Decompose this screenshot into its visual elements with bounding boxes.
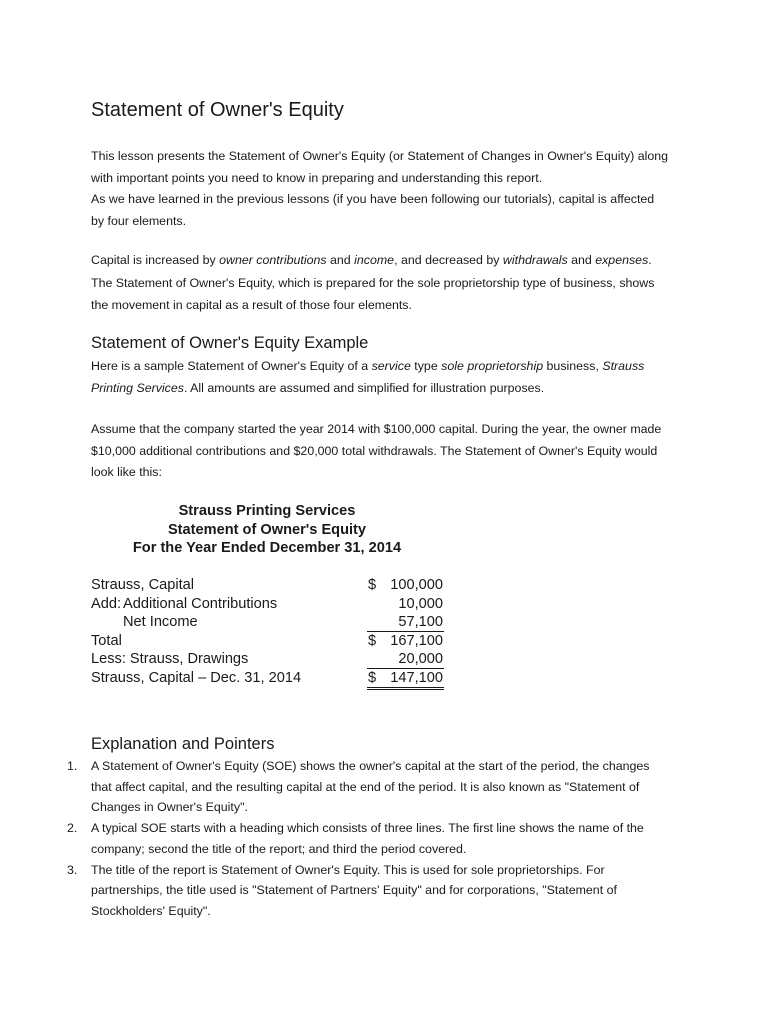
row-amount: 57,100 <box>398 614 443 630</box>
statement-row <box>91 613 447 632</box>
intro-line: with important points you need to know in preparing and understanding this report. <box>91 170 543 185</box>
list-number: 3. <box>67 862 78 877</box>
row-label: Total <box>91 632 122 649</box>
text-run: and <box>326 253 355 267</box>
statement-row <box>91 595 447 614</box>
row-amount-cell <box>367 650 444 669</box>
text-run: . All amounts are assumed and simplified for illustration purposes. <box>183 381 545 395</box>
list-item-line: The title of the report is Statement of Owner's Equity. This is used for sole proprietorships. For <box>91 862 605 877</box>
row-amount-cell <box>367 576 444 595</box>
list-item-line: Stockholders' Equity". <box>91 903 211 918</box>
currency-sign: $ <box>368 632 377 649</box>
statement-row <box>91 669 447 688</box>
assume-paragraph <box>91 419 691 484</box>
intro-line: This lesson presents the Statement of Owner's Equity (or Statement of Changes in Owner's Equity) along <box>91 149 669 163</box>
capital-paragraph <box>91 249 691 317</box>
emphasis-text: owner contributions <box>219 253 327 267</box>
row-label-prefix: Add: <box>91 595 122 612</box>
list-number: 2. <box>67 821 78 836</box>
statement-row <box>91 632 447 651</box>
emphasis-text: withdrawals <box>502 253 568 267</box>
intro-paragraph <box>91 146 691 232</box>
statement-row <box>91 576 447 595</box>
row-label: Strauss, Capital – Dec. 31, 2014 <box>91 669 302 686</box>
row-amount: 10,000 <box>398 595 443 612</box>
list-item-line: A Statement of Owner's Equity (SOE) shows the owner's capital at the start of the period, the changes <box>91 759 650 773</box>
text-run: , and decreased by <box>394 253 503 267</box>
assume-line: Assume that the company started the year 2014 with $100,000 capital. During the year, the owner made <box>91 422 662 436</box>
emphasis-text: Printing Services <box>91 381 184 395</box>
statement-period: For the Year Ended December 31, 2014 <box>132 540 402 556</box>
text-run: . <box>648 253 652 267</box>
example-heading: Statement of Owner's Equity Example <box>91 334 369 352</box>
text-run: and <box>567 253 596 267</box>
row-amount: 100,000 <box>390 577 443 593</box>
sample-line-2 <box>91 377 691 399</box>
page-title: Statement of Owner's Equity <box>91 99 344 121</box>
row-label: Additional Contributions <box>123 595 278 612</box>
currency-sign: $ <box>368 669 377 686</box>
row-amount: 20,000 <box>398 651 443 667</box>
statement-table <box>91 576 447 687</box>
row-label: Strauss, Capital <box>91 577 195 593</box>
statement-company-name: Strauss Printing Services <box>178 503 356 519</box>
emphasis-text: Strauss <box>602 359 645 373</box>
statement-heading <box>100 502 434 558</box>
list-item-line: that affect capital, and the resulting capital at the end of the period. It is also known as "Statement of <box>91 779 640 794</box>
list-item-line: company; second the title of the report; and third the period covered. <box>91 841 467 856</box>
statement-row <box>91 650 447 669</box>
text-run: Capital is increased by <box>91 253 220 267</box>
capital-line-3: the movement in capital as a result of those four elements. <box>91 298 412 312</box>
row-amount: 167,100 <box>390 632 443 649</box>
row-amount-cell <box>367 595 444 614</box>
row-label: Net Income <box>123 614 198 630</box>
list-item-line: partnerships, the title used is "Statement of Partners' Equity" and for corporations, "Statement of <box>91 883 617 898</box>
row-amount-cell <box>367 669 444 690</box>
text-run: business, <box>543 359 603 373</box>
text-run: type <box>410 359 442 373</box>
row-label-group <box>91 595 277 614</box>
pointers-heading: Explanation and Pointers <box>91 735 275 753</box>
capital-line-1 <box>91 249 691 272</box>
row-amount: 147,100 <box>390 669 443 686</box>
sample-line-1 <box>91 355 691 377</box>
list-item <box>67 818 677 859</box>
text-run: Here is a sample Statement of Owner's Equity of a <box>91 359 372 373</box>
assume-line: look like this: <box>91 465 162 479</box>
emphasis-text: service <box>371 359 411 373</box>
row-amount-cell <box>367 613 444 632</box>
intro-line: As we have learned in the previous lessons (if you have been following our tutorials), capital is affected <box>91 192 655 206</box>
statement-report-title: Statement of Owner's Equity <box>167 521 367 538</box>
row-label: Less: Strauss, Drawings <box>91 651 249 667</box>
capital-line-2: The Statement of Owner's Equity, which is prepared for the sole proprietorship type of business, shows <box>91 275 655 290</box>
list-item-line: A typical SOE starts with a heading which consists of three lines. The first line shows the name of the <box>91 821 644 836</box>
emphasis-text: expenses <box>595 253 649 267</box>
intro-line: by four elements. <box>91 213 187 228</box>
currency-sign: $ <box>368 577 377 593</box>
row-amount-cell <box>367 632 444 651</box>
list-number: 1. <box>67 759 78 773</box>
list-item <box>67 756 677 818</box>
list-item <box>67 860 677 922</box>
pointers-list <box>67 756 677 922</box>
list-item-line: Changes in Owner's Equity". <box>91 800 248 815</box>
assume-line: $10,000 additional contributions and $20,000 total withdrawals. The Statement of Owner's Equity would <box>91 443 658 458</box>
emphasis-text: sole proprietorship <box>441 359 544 373</box>
emphasis-text: income <box>354 253 395 267</box>
sample-paragraph <box>91 355 691 399</box>
